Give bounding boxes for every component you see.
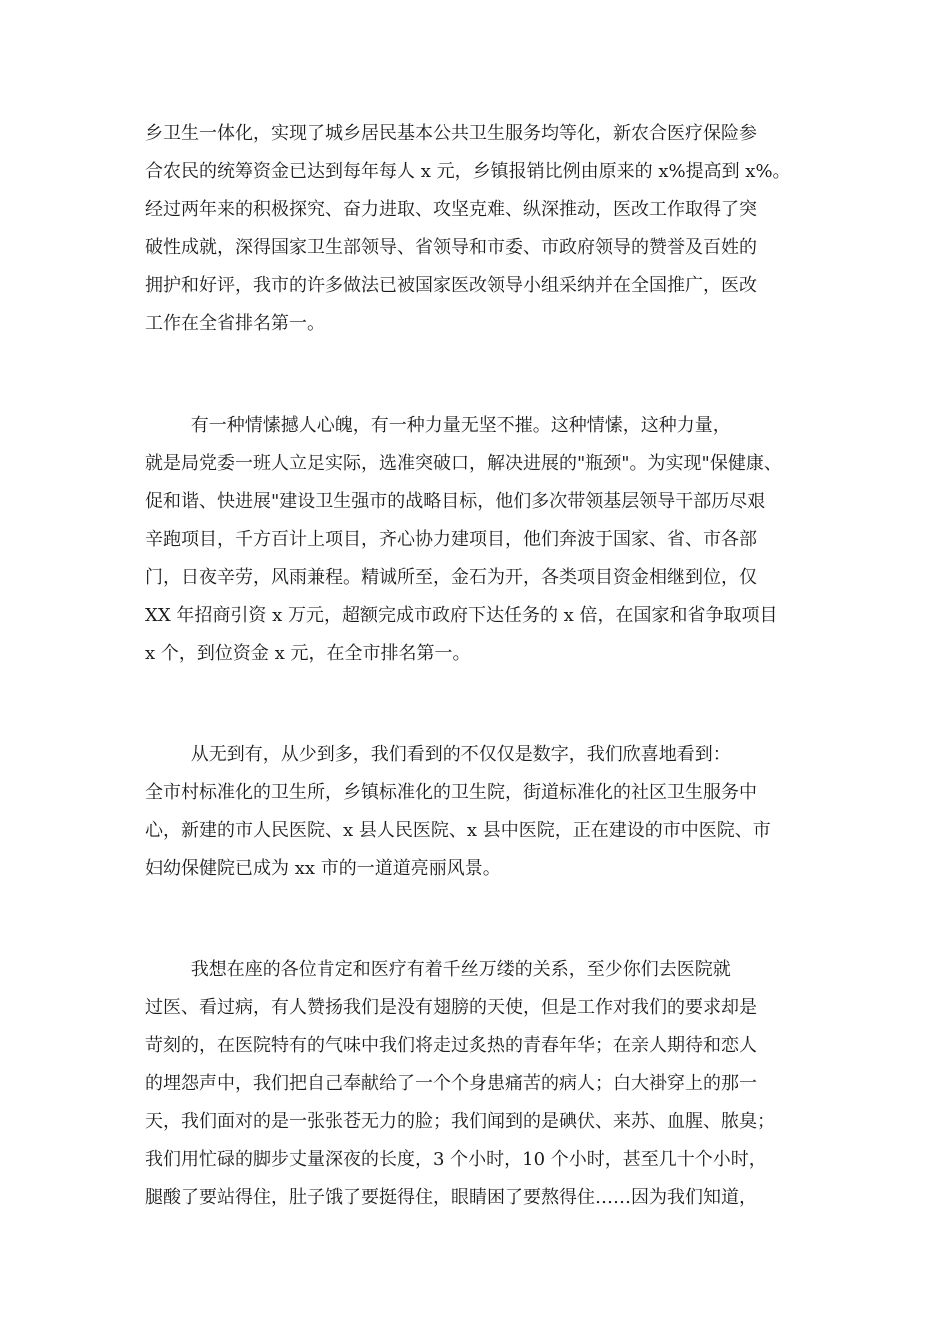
text-line: 苛刻的，在医院特有的气味中我们将走过炙热的青春年华；在亲人期待和恋人 (145, 1035, 757, 1056)
paragraph-3 (145, 736, 817, 888)
text-line: 的埋怨声中，我们把自己奉献给了一个个身患痛苦的病人；白大褂穿上的那一 (145, 1073, 757, 1094)
text-line: 经过两年来的积极探究、奋力进取、攻坚克难、纵深推动，医改工作取得了突 (145, 199, 757, 220)
text-line: 腿酸了要站得住，肚子饿了要挺得住，眼睛困了要熬得住……因为我们知道， (145, 1187, 757, 1208)
text-line: 门，日夜辛劳，风雨兼程。精诚所至，金石为开，各类项目资金相继到位，仅 (145, 567, 757, 588)
text-line: 工作在全省排名第一。 (145, 313, 325, 334)
text-line: 我想在座的各位肯定和医疗有着千丝万缕的关系，至少你们去医院就 (145, 959, 731, 980)
paragraph-1 (145, 115, 817, 343)
text-line: 从无到有，从少到多，我们看到的不仅仅是数字，我们欣喜地看到： (145, 744, 731, 765)
text-line: 过医、看过病，有人赞扬我们是没有翅膀的天使，但是工作对我们的要求却是 (145, 997, 757, 1018)
text-line: 有一种情愫撼人心魄，有一种力量无坚不摧。这种情愫，这种力量， (145, 415, 731, 436)
text-line: 破性成就，深得国家卫生部领导、省领导和市委、市政府领导的赞誉及百姓的 (145, 237, 757, 258)
text-line: 就是局党委一班人立足实际，选准突破口，解决进展的"瓶颈"。为实现"保健康、 (145, 453, 782, 474)
paragraph-2 (145, 407, 817, 673)
text-line: 辛跑项目，千方百计上项目，齐心协力建项目，他们奔波于国家、省、市各部 (145, 529, 757, 550)
text-line: 合农民的统筹资金已达到每年每人 x 元，乡镇报销比例由原来的 x%提高到 x%。 (145, 161, 791, 182)
text-line: 心，新建的市人民医院、x 县人民医院、x 县中医院，正在建设的市中医院、市 (145, 820, 771, 841)
text-line: 乡卫生一体化，实现了城乡居民基本公共卫生服务均等化，新农合医疗保险参 (145, 123, 757, 144)
text-line: 天，我们面对的是一张张苍无力的脸；我们闻到的是碘伏、来苏、血腥、脓臭； (145, 1111, 775, 1132)
paragraph-4 (145, 951, 817, 1217)
text-line: 拥护和好评，我市的许多做法已被国家医改领导小组采纳并在全国推广，医改 (145, 275, 757, 296)
text-line: 妇幼保健院已成为 xx 市的一道道亮丽风景。 (145, 858, 501, 879)
text-line: 促和谐、快进展"建设卫生强市的战略目标，他们多次带领基层领导干部历尽艰 (145, 491, 766, 512)
text-line: x 个，到位资金 x 元，在全市排名第一。 (145, 643, 471, 664)
text-line: XX 年招商引资 x 万元，超额完成市政府下达任务的 x 倍，在国家和省争取项目 (145, 605, 778, 626)
text-line: 全市村标准化的卫生所，乡镇标准化的卫生院，街道标准化的社区卫生服务中 (145, 782, 757, 803)
text-line: 我们用忙碌的脚步丈量深夜的长度，3 个小时，10 个小时，甚至几十个小时， (145, 1149, 767, 1170)
